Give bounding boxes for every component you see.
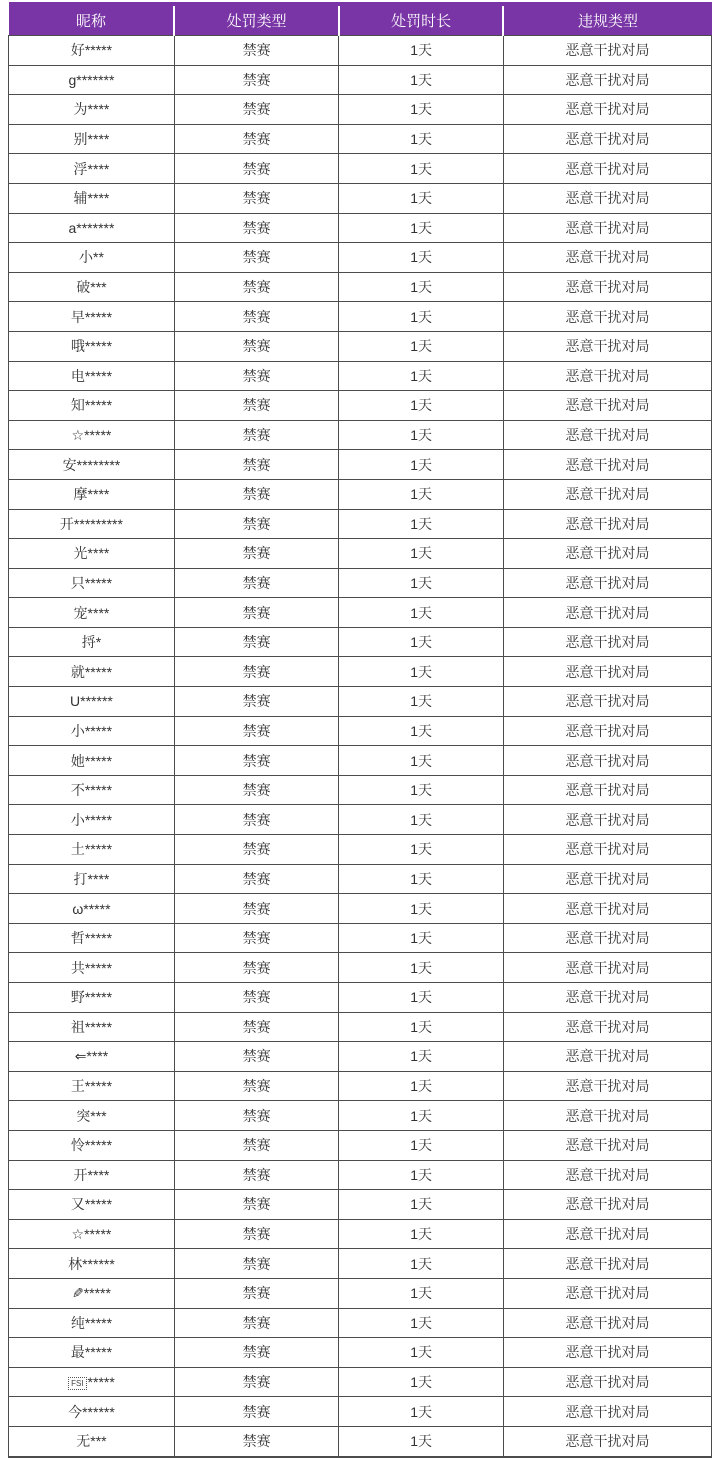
duration-cell: 1天: [339, 539, 504, 569]
duration-cell: 1天: [339, 450, 504, 480]
column-header-penalty-duration: 处罚时长: [339, 4, 504, 36]
table-row: [9, 539, 712, 569]
nickname-cell: 又*****: [9, 1190, 175, 1220]
table-row: [9, 687, 712, 717]
penalty-type-cell: 禁赛: [174, 183, 339, 213]
penalty-type-cell: 禁赛: [174, 627, 339, 657]
duration-cell: 1天: [339, 95, 504, 125]
penalty-type-cell: 禁赛: [174, 716, 339, 746]
penalty-type-cell: 禁赛: [174, 154, 339, 184]
violation-cell: 恶意干扰对局: [503, 154, 711, 184]
violation-cell: 恶意干扰对局: [503, 568, 711, 598]
duration-cell: 1天: [339, 775, 504, 805]
nickname-cell: 只*****: [9, 568, 175, 598]
nickname-cell: 好*****: [9, 36, 175, 66]
penalty-type-cell: 禁赛: [174, 1190, 339, 1220]
duration-cell: 1天: [339, 894, 504, 924]
nickname-cell: ☆*****: [9, 1219, 175, 1249]
violation-cell: 恶意干扰对局: [503, 302, 711, 332]
penalty-type-cell: 禁赛: [174, 272, 339, 302]
nickname-cell: 野*****: [9, 983, 175, 1013]
violation-cell: 恶意干扰对局: [503, 1130, 711, 1160]
table-row: [9, 420, 712, 450]
violation-cell: 恶意干扰对局: [503, 1190, 711, 1220]
violation-cell: 恶意干扰对局: [503, 627, 711, 657]
violation-cell: 恶意干扰对局: [503, 598, 711, 628]
table-row: [9, 302, 712, 332]
penalty-type-cell: 禁赛: [174, 1219, 339, 1249]
duration-cell: 1天: [339, 361, 504, 391]
table-row: [9, 154, 712, 184]
violation-cell: 恶意干扰对局: [503, 746, 711, 776]
duration-cell: 1天: [339, 509, 504, 539]
table-row: [9, 1160, 712, 1190]
duration-cell: 1天: [339, 716, 504, 746]
violation-cell: 恶意干扰对局: [503, 95, 711, 125]
penalty-type-cell: 禁赛: [174, 36, 339, 66]
table-row: [9, 272, 712, 302]
violation-cell: 恶意干扰对局: [503, 243, 711, 273]
violation-cell: 恶意干扰对局: [503, 805, 711, 835]
nickname-cell: 小**: [9, 243, 175, 273]
violation-cell: 恶意干扰对局: [503, 272, 711, 302]
table-row: [9, 213, 712, 243]
penalty-type-cell: 禁赛: [174, 65, 339, 95]
penalty-type-cell: 禁赛: [174, 1160, 339, 1190]
duration-cell: 1天: [339, 983, 504, 1013]
penalty-type-cell: 禁赛: [174, 657, 339, 687]
violation-cell: 恶意干扰对局: [503, 983, 711, 1013]
duration-cell: 1天: [339, 1190, 504, 1220]
violation-cell: 恶意干扰对局: [503, 509, 711, 539]
nickname-cell: 开****: [9, 1160, 175, 1190]
nickname-cell: 最*****: [9, 1338, 175, 1368]
violation-cell: 恶意干扰对局: [503, 450, 711, 480]
penalty-type-cell: 禁赛: [174, 391, 339, 421]
nickname-cell: 土*****: [9, 835, 175, 865]
penalty-type-cell: 禁赛: [174, 1101, 339, 1131]
table-row: [9, 1012, 712, 1042]
violation-cell: 恶意干扰对局: [503, 1160, 711, 1190]
penalty-type-cell: 禁赛: [174, 420, 339, 450]
table-row: [9, 361, 712, 391]
duration-cell: 1天: [339, 953, 504, 983]
table-row: [9, 1130, 712, 1160]
table-row: [9, 598, 712, 628]
duration-cell: 1天: [339, 124, 504, 154]
table-row: [9, 1426, 712, 1456]
violation-cell: 恶意干扰对局: [503, 1042, 711, 1072]
table-row: [9, 391, 712, 421]
violation-cell: 恶意干扰对局: [503, 1308, 711, 1338]
table-row: [9, 65, 712, 95]
duration-cell: 1天: [339, 302, 504, 332]
table-row: [9, 1219, 712, 1249]
violation-cell: 恶意干扰对局: [503, 124, 711, 154]
penalty-type-cell: 禁赛: [174, 923, 339, 953]
penalty-type-cell: 禁赛: [174, 302, 339, 332]
violation-cell: 恶意干扰对局: [503, 1367, 711, 1397]
duration-cell: 1天: [339, 391, 504, 421]
nickname-cell: ⇐****: [9, 1042, 175, 1072]
penalty-table-body: [9, 36, 712, 1457]
violation-cell: 恶意干扰对局: [503, 953, 711, 983]
duration-cell: 1天: [339, 835, 504, 865]
violation-cell: 恶意干扰对局: [503, 894, 711, 924]
duration-cell: 1天: [339, 1012, 504, 1042]
table-row: [9, 331, 712, 361]
penalty-table: [8, 2, 712, 1458]
duration-cell: 1天: [339, 1160, 504, 1190]
violation-cell: 恶意干扰对局: [503, 716, 711, 746]
penalty-type-cell: 禁赛: [174, 805, 339, 835]
penalty-type-cell: 禁赛: [174, 864, 339, 894]
duration-cell: 1天: [339, 805, 504, 835]
nickname-cell: 怜*****: [9, 1130, 175, 1160]
duration-cell: 1天: [339, 627, 504, 657]
duration-cell: 1天: [339, 864, 504, 894]
table-row: [9, 805, 712, 835]
nickname-cell: 宠****: [9, 598, 175, 628]
column-header-penalty-type: 处罚类型: [174, 4, 339, 36]
duration-cell: 1天: [339, 1308, 504, 1338]
penalty-type-cell: 禁赛: [174, 835, 339, 865]
duration-cell: 1天: [339, 568, 504, 598]
header-row: [9, 4, 712, 36]
penalty-type-cell: 禁赛: [174, 1278, 339, 1308]
nickname-cell: 小*****: [9, 805, 175, 835]
penalty-type-cell: 禁赛: [174, 1426, 339, 1456]
nickname-cell: 摩****: [9, 479, 175, 509]
penalty-type-cell: 禁赛: [174, 479, 339, 509]
nickname-cell: ✎*****: [9, 1278, 175, 1308]
duration-cell: 1天: [339, 1278, 504, 1308]
violation-cell: 恶意干扰对局: [503, 1278, 711, 1308]
nickname-cell: 共*****: [9, 953, 175, 983]
table-row: [9, 509, 712, 539]
penalty-type-cell: 禁赛: [174, 775, 339, 805]
penalty-type-cell: 禁赛: [174, 1042, 339, 1072]
penalty-table-header: [9, 4, 712, 36]
violation-cell: 恶意干扰对局: [503, 331, 711, 361]
table-row: [9, 894, 712, 924]
penalty-type-cell: 禁赛: [174, 361, 339, 391]
violation-cell: 恶意干扰对局: [503, 1012, 711, 1042]
nickname-cell: 王*****: [9, 1071, 175, 1101]
violation-cell: 恶意干扰对局: [503, 36, 711, 66]
nickname-cell: 林******: [9, 1249, 175, 1279]
table-row: [9, 983, 712, 1013]
table-row: [9, 479, 712, 509]
violation-cell: 恶意干扰对局: [503, 1071, 711, 1101]
pencil-icon: ✎: [71, 1284, 84, 1301]
table-row: [9, 775, 712, 805]
duration-cell: 1天: [339, 213, 504, 243]
table-row: [9, 36, 712, 66]
violation-cell: 恶意干扰对局: [503, 183, 711, 213]
duration-cell: 1天: [339, 331, 504, 361]
violation-cell: 恶意干扰对局: [503, 420, 711, 450]
nickname-cell: g*******: [9, 65, 175, 95]
nickname-cell: 为****: [9, 95, 175, 125]
duration-cell: 1天: [339, 65, 504, 95]
penalty-type-cell: 禁赛: [174, 509, 339, 539]
duration-cell: 1天: [339, 36, 504, 66]
duration-cell: 1天: [339, 1219, 504, 1249]
duration-cell: 1天: [339, 687, 504, 717]
penalty-type-cell: 禁赛: [174, 894, 339, 924]
duration-cell: 1天: [339, 272, 504, 302]
penalty-type-cell: 禁赛: [174, 539, 339, 569]
table-row: [9, 95, 712, 125]
table-row: [9, 1338, 712, 1368]
penalty-type-cell: 禁赛: [174, 1397, 339, 1427]
nickname-cell: 别****: [9, 124, 175, 154]
penalty-type-cell: 禁赛: [174, 1367, 339, 1397]
penalty-type-cell: 禁赛: [174, 598, 339, 628]
nickname-cell: 哦*****: [9, 331, 175, 361]
violation-cell: 恶意干扰对局: [503, 657, 711, 687]
table-row: [9, 923, 712, 953]
nickname-cell: 纯*****: [9, 1308, 175, 1338]
nickname-cell: ω*****: [9, 894, 175, 924]
duration-cell: 1天: [339, 598, 504, 628]
table-row: [9, 1278, 712, 1308]
penalty-type-cell: 禁赛: [174, 953, 339, 983]
nickname-cell: 早*****: [9, 302, 175, 332]
nickname-cell: FSI *****: [9, 1367, 175, 1397]
violation-cell: 恶意干扰对局: [503, 775, 711, 805]
nickname-cell: 辅****: [9, 183, 175, 213]
penalty-type-cell: 禁赛: [174, 331, 339, 361]
table-row: [9, 1101, 712, 1131]
penalty-type-cell: 禁赛: [174, 1130, 339, 1160]
table-row: [9, 864, 712, 894]
violation-cell: 恶意干扰对局: [503, 1219, 711, 1249]
penalty-type-cell: 禁赛: [174, 1308, 339, 1338]
violation-cell: 恶意干扰对局: [503, 1426, 711, 1456]
violation-cell: 恶意干扰对局: [503, 391, 711, 421]
table-row: [9, 1367, 712, 1397]
table-row: [9, 183, 712, 213]
penalty-type-cell: 禁赛: [174, 983, 339, 1013]
penalty-type-cell: 禁赛: [174, 1012, 339, 1042]
table-row: [9, 1042, 712, 1072]
table-row: [9, 243, 712, 273]
violation-cell: 恶意干扰对局: [503, 687, 711, 717]
duration-cell: 1天: [339, 1042, 504, 1072]
violation-cell: 恶意干扰对局: [503, 1249, 711, 1279]
duration-cell: 1天: [339, 1130, 504, 1160]
duration-cell: 1天: [339, 1397, 504, 1427]
violation-cell: 恶意干扰对局: [503, 864, 711, 894]
table-row: [9, 657, 712, 687]
penalty-type-cell: 禁赛: [174, 746, 339, 776]
violation-cell: 恶意干扰对局: [503, 539, 711, 569]
table-row: [9, 953, 712, 983]
nickname-cell: 哲*****: [9, 923, 175, 953]
nickname-cell: 光****: [9, 539, 175, 569]
nickname-cell: 小*****: [9, 716, 175, 746]
table-row: [9, 1308, 712, 1338]
nickname-cell: 祖*****: [9, 1012, 175, 1042]
penalty-type-cell: 禁赛: [174, 243, 339, 273]
penalty-type-cell: 禁赛: [174, 213, 339, 243]
duration-cell: 1天: [339, 746, 504, 776]
violation-cell: 恶意干扰对局: [503, 479, 711, 509]
nickname-cell: 今******: [9, 1397, 175, 1427]
nickname-cell: 突***: [9, 1101, 175, 1131]
table-row: [9, 1071, 712, 1101]
table-row: [9, 1397, 712, 1427]
duration-cell: 1天: [339, 1101, 504, 1131]
duration-cell: 1天: [339, 183, 504, 213]
penalty-type-cell: 禁赛: [174, 1338, 339, 1368]
duration-cell: 1天: [339, 243, 504, 273]
nickname-cell: ☆*****: [9, 420, 175, 450]
nickname-cell: 无***: [9, 1426, 175, 1456]
violation-cell: 恶意干扰对局: [503, 213, 711, 243]
nickname-cell: 她*****: [9, 746, 175, 776]
duration-cell: 1天: [339, 923, 504, 953]
penalty-type-cell: 禁赛: [174, 1249, 339, 1279]
duration-cell: 1天: [339, 154, 504, 184]
duration-cell: 1天: [339, 1338, 504, 1368]
table-row: [9, 716, 712, 746]
nickname-cell: a*******: [9, 213, 175, 243]
table-row: [9, 1190, 712, 1220]
violation-cell: 恶意干扰对局: [503, 1101, 711, 1131]
penalty-type-cell: 禁赛: [174, 450, 339, 480]
nickname-cell: 浮****: [9, 154, 175, 184]
penalty-type-cell: 禁赛: [174, 95, 339, 125]
column-header-violation-type: 违规类型: [503, 4, 711, 36]
table-row: [9, 568, 712, 598]
fsi-control-char-icon: FSI: [68, 1377, 86, 1390]
duration-cell: 1天: [339, 1249, 504, 1279]
nickname-cell: U******: [9, 687, 175, 717]
penalty-type-cell: 禁赛: [174, 687, 339, 717]
table-row: [9, 1249, 712, 1279]
table-row: [9, 450, 712, 480]
violation-cell: 恶意干扰对局: [503, 65, 711, 95]
nickname-cell: 不*****: [9, 775, 175, 805]
nickname-cell: 破***: [9, 272, 175, 302]
nickname-cell: 捋*: [9, 627, 175, 657]
violation-cell: 恶意干扰对局: [503, 1397, 711, 1427]
violation-cell: 恶意干扰对局: [503, 923, 711, 953]
duration-cell: 1天: [339, 1071, 504, 1101]
nickname-cell: 电*****: [9, 361, 175, 391]
nickname-cell: 打****: [9, 864, 175, 894]
duration-cell: 1天: [339, 657, 504, 687]
duration-cell: 1天: [339, 420, 504, 450]
penalty-type-cell: 禁赛: [174, 1071, 339, 1101]
duration-cell: 1天: [339, 479, 504, 509]
nickname-cell: 知*****: [9, 391, 175, 421]
column-header-nickname: 昵称: [9, 4, 175, 36]
violation-cell: 恶意干扰对局: [503, 835, 711, 865]
penalty-type-cell: 禁赛: [174, 568, 339, 598]
duration-cell: 1天: [339, 1367, 504, 1397]
duration-cell: 1天: [339, 1426, 504, 1456]
nickname-cell: 就*****: [9, 657, 175, 687]
table-row: [9, 746, 712, 776]
nickname-cell: 安********: [9, 450, 175, 480]
table-row: [9, 124, 712, 154]
violation-cell: 恶意干扰对局: [503, 361, 711, 391]
penalty-type-cell: 禁赛: [174, 124, 339, 154]
table-row: [9, 627, 712, 657]
nickname-cell: 开*********: [9, 509, 175, 539]
violation-cell: 恶意干扰对局: [503, 1338, 711, 1368]
table-row: [9, 835, 712, 865]
